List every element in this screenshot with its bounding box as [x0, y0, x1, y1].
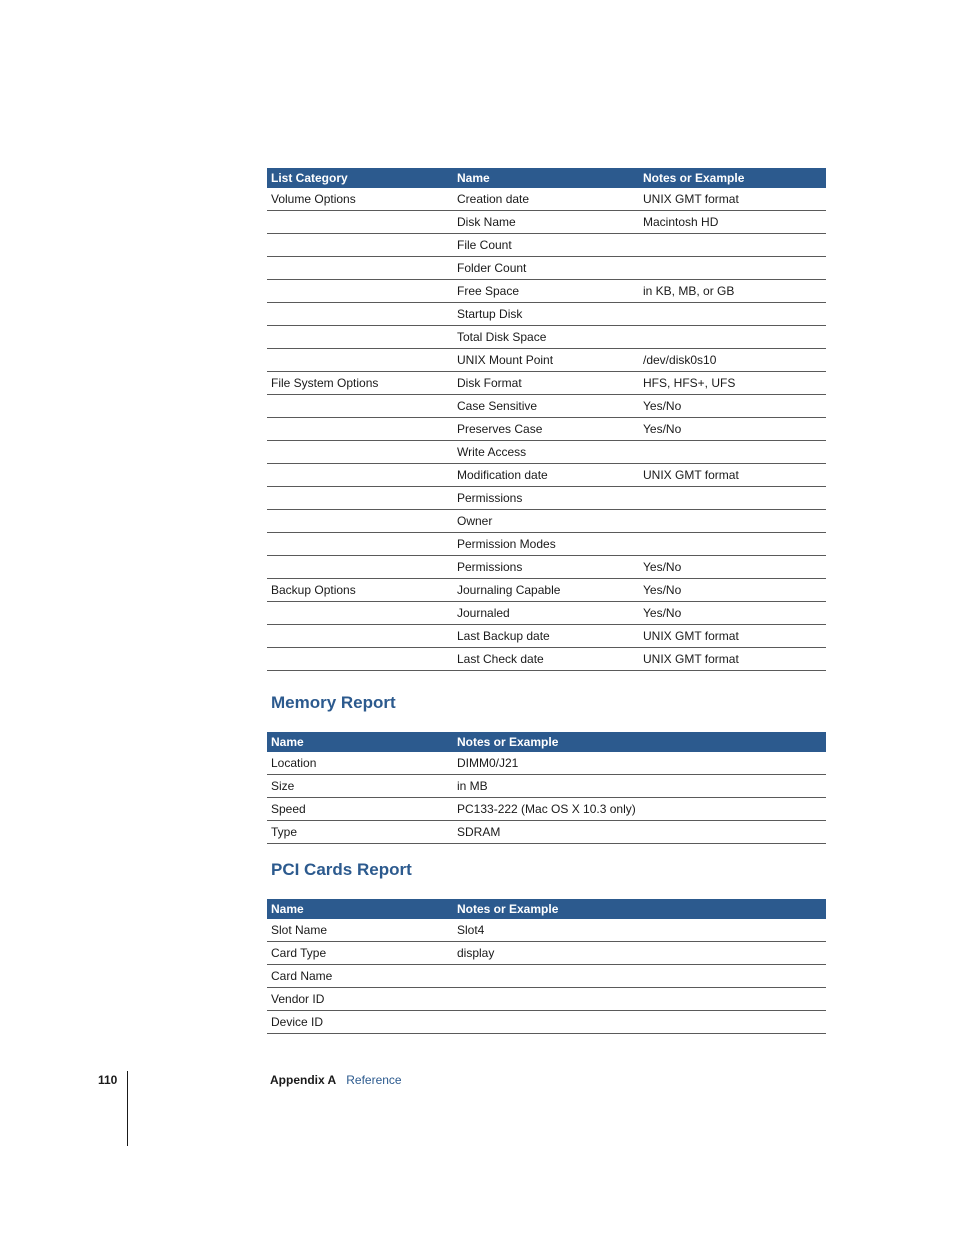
table-cell [267, 533, 453, 556]
table-cell: in KB, MB, or GB [639, 280, 826, 303]
table-header-row [267, 732, 826, 752]
table-cell: Slot4 [453, 919, 826, 942]
table-row [267, 988, 826, 1011]
table-cell [267, 395, 453, 418]
table-cell: Card Type [267, 942, 453, 965]
table-row [267, 821, 826, 844]
table-cell [267, 556, 453, 579]
table-cell: Write Access [453, 441, 639, 464]
table-cell: Yes/No [639, 602, 826, 625]
table-cell [267, 326, 453, 349]
table-cell: Total Disk Space [453, 326, 639, 349]
table-cell: UNIX GMT format [639, 188, 826, 211]
table-cell [267, 418, 453, 441]
table-cell [267, 464, 453, 487]
table-cell: Free Space [453, 280, 639, 303]
table-cell [639, 234, 826, 257]
table-row [267, 326, 826, 349]
page-number: 110 [98, 1073, 118, 1087]
table-cell: Preserves Case [453, 418, 639, 441]
pci-cards-report-heading: PCI Cards Report [271, 860, 412, 879]
table-cell: SDRAM [453, 821, 826, 844]
table-cell [639, 303, 826, 326]
table-cell: in MB [453, 775, 826, 798]
table-cell: Card Name [267, 965, 453, 988]
column-header: List Category [267, 168, 453, 188]
table-cell: Disk Format [453, 372, 639, 395]
table-cell [267, 602, 453, 625]
table-cell: Journaling Capable [453, 579, 639, 602]
table-cell [267, 441, 453, 464]
table-cell: /dev/disk0s10 [639, 349, 826, 372]
table-cell: Device ID [267, 1011, 453, 1034]
table-cell: Volume Options [267, 188, 453, 211]
table-cell: Backup Options [267, 579, 453, 602]
table-cell: Startup Disk [453, 303, 639, 326]
table-row [267, 556, 826, 579]
table-cell: File Count [453, 234, 639, 257]
footer-section-label: Reference [346, 1073, 402, 1087]
table-cell: Size [267, 775, 453, 798]
column-header: Notes or Example [453, 732, 826, 752]
table-row [267, 752, 826, 775]
table-row [267, 1011, 826, 1034]
table-cell [267, 349, 453, 372]
table-cell: Yes/No [639, 418, 826, 441]
table-cell: Slot Name [267, 919, 453, 942]
table-row [267, 418, 826, 441]
column-header: Name [267, 732, 453, 752]
table-cell: Permissions [453, 556, 639, 579]
table-row [267, 372, 826, 395]
table-row [267, 510, 826, 533]
table-row [267, 625, 826, 648]
table-cell [453, 988, 826, 1011]
table-row [267, 579, 826, 602]
table-cell: UNIX GMT format [639, 464, 826, 487]
table-cell: DIMM0/J21 [453, 752, 826, 775]
table-cell: display [453, 942, 826, 965]
table-cell: Type [267, 821, 453, 844]
table-row [267, 942, 826, 965]
volume-options-table [267, 168, 826, 671]
table-cell [453, 965, 826, 988]
table-cell: Yes/No [639, 579, 826, 602]
table-cell: Case Sensitive [453, 395, 639, 418]
column-header: Name [453, 168, 639, 188]
table-row [267, 775, 826, 798]
table-cell: File System Options [267, 372, 453, 395]
column-header: Name [267, 899, 453, 919]
table-cell [267, 257, 453, 280]
table-cell: Macintosh HD [639, 211, 826, 234]
table-row [267, 602, 826, 625]
table-cell: Permissions [453, 487, 639, 510]
table-cell [639, 441, 826, 464]
table-cell: Yes/No [639, 395, 826, 418]
table-cell: Modification date [453, 464, 639, 487]
table-cell [267, 625, 453, 648]
table-cell: Disk Name [453, 211, 639, 234]
column-header: Notes or Example [639, 168, 826, 188]
table-row [267, 798, 826, 821]
table-cell: Last Check date [453, 648, 639, 671]
table-cell [267, 211, 453, 234]
table-row [267, 257, 826, 280]
table-cell: PC133-222 (Mac OS X 10.3 only) [453, 798, 826, 821]
table-row [267, 349, 826, 372]
table-cell [639, 487, 826, 510]
table-row [267, 211, 826, 234]
table-row [267, 395, 826, 418]
table-row [267, 441, 826, 464]
table-cell: HFS, HFS+, UFS [639, 372, 826, 395]
table-row [267, 234, 826, 257]
memory-report-table [267, 732, 826, 844]
footer-divider [127, 1071, 128, 1146]
table-cell [267, 280, 453, 303]
table-cell: Yes/No [639, 556, 826, 579]
table-header-row [267, 899, 826, 919]
table-cell: UNIX GMT format [639, 648, 826, 671]
pci-cards-report-table [267, 899, 826, 1034]
table-row [267, 919, 826, 942]
table-cell: Last Backup date [453, 625, 639, 648]
footer-appendix-label: Appendix A [270, 1073, 337, 1087]
table-cell: Location [267, 752, 453, 775]
table-row [267, 188, 826, 211]
table-cell [639, 533, 826, 556]
table-cell [267, 303, 453, 326]
table-row [267, 303, 826, 326]
table-row [267, 965, 826, 988]
table-cell: Journaled [453, 602, 639, 625]
table-cell [453, 1011, 826, 1034]
table-row [267, 280, 826, 303]
table-row [267, 533, 826, 556]
footer-running-head [270, 1073, 402, 1087]
table-cell: Vendor ID [267, 988, 453, 1011]
column-header: Notes or Example [453, 899, 826, 919]
table-row [267, 464, 826, 487]
table-cell: UNIX GMT format [639, 625, 826, 648]
table-row [267, 648, 826, 671]
table-cell [267, 648, 453, 671]
table-cell [639, 257, 826, 280]
table-header-row [267, 168, 826, 188]
table-cell [267, 510, 453, 533]
table-cell [267, 234, 453, 257]
table-cell: Folder Count [453, 257, 639, 280]
table-cell: Creation date [453, 188, 639, 211]
table-cell [639, 510, 826, 533]
table-cell: Owner [453, 510, 639, 533]
table-cell: UNIX Mount Point [453, 349, 639, 372]
table-cell: Speed [267, 798, 453, 821]
table-cell [639, 326, 826, 349]
memory-report-heading: Memory Report [271, 693, 396, 712]
table-cell [267, 487, 453, 510]
table-row [267, 487, 826, 510]
table-cell: Permission Modes [453, 533, 639, 556]
